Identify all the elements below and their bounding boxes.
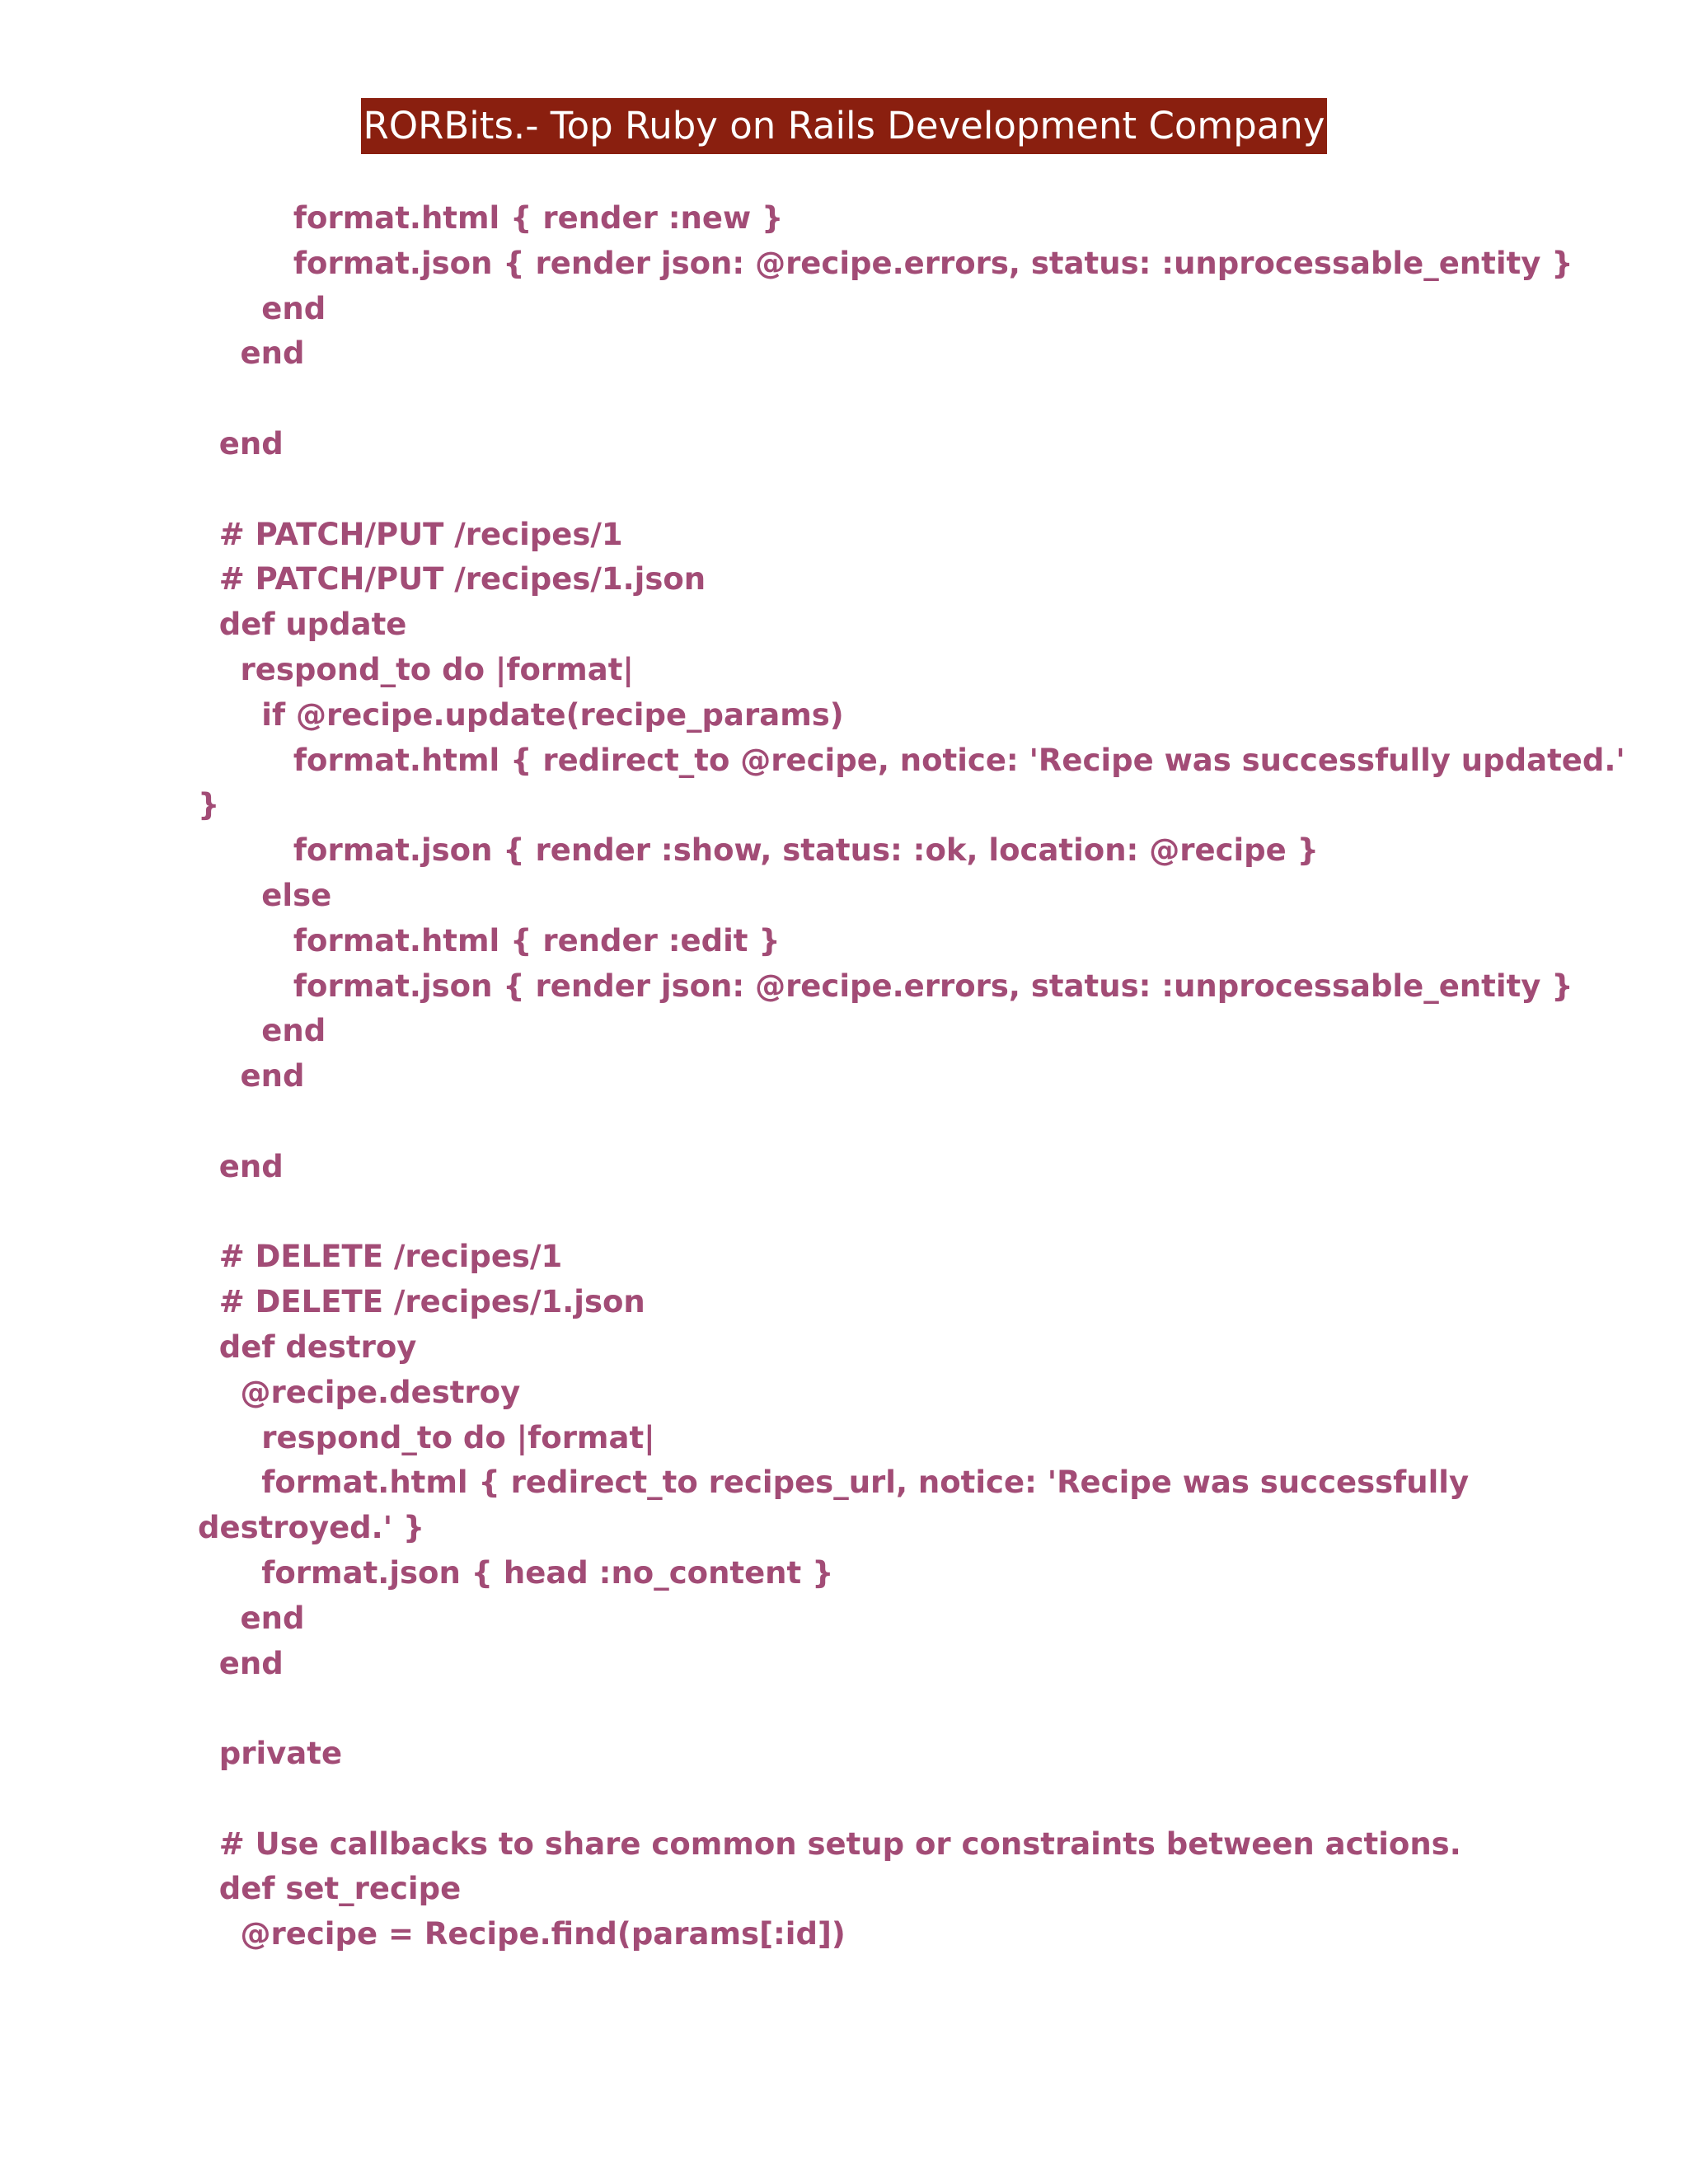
code-line: format.html { redirect_to recipes_url, notice: 'Recipe was successfully xyxy=(198,1465,1470,1501)
code-line: respond_to do |format| xyxy=(198,1419,655,1455)
code-line: end xyxy=(198,290,326,326)
code-line: end xyxy=(198,1058,305,1094)
code-line: format.json { head :no_content } xyxy=(198,1554,834,1591)
code-line: end xyxy=(198,1600,305,1636)
code-line: format.html { render :new } xyxy=(198,200,784,236)
code-line: format.json { render :show, status: :ok, location: @recipe } xyxy=(198,832,1319,869)
code-line: destroyed.' } xyxy=(198,1510,425,1546)
code-line: # PATCH/PUT /recipes/1 xyxy=(198,516,623,552)
code-line: end xyxy=(198,1148,284,1184)
code-line: @recipe.destroy xyxy=(198,1374,521,1410)
code-line: def set_recipe xyxy=(198,1871,462,1907)
code-line: @recipe = Recipe.find(params[:id]) xyxy=(198,1916,846,1952)
code-line: def update xyxy=(198,607,407,643)
code-line xyxy=(198,1777,1517,1822)
code-line xyxy=(198,1190,1517,1235)
code-line: } xyxy=(198,787,220,823)
code-block xyxy=(198,196,1625,1957)
code-line: end xyxy=(198,1013,326,1049)
page-header xyxy=(0,98,1688,154)
code-line: format.html { redirect_to @recipe, notice: 'Recipe was successfully updated.' xyxy=(198,742,1625,778)
code-line: respond_to do |format| xyxy=(198,651,634,687)
code-line: if @recipe.update(recipe_params) xyxy=(198,696,844,733)
code-line: format.json { render json: @recipe.errors, status: :unprocessable_entity } xyxy=(198,968,1573,1004)
code-line: # PATCH/PUT /recipes/1.json xyxy=(198,561,706,598)
code-line xyxy=(198,1686,1517,1732)
code-line xyxy=(198,377,1517,422)
code-line: end xyxy=(198,335,305,372)
code-line: format.html { render :edit } xyxy=(198,922,781,958)
code-line: else xyxy=(198,877,332,913)
code-line: private xyxy=(198,1736,343,1772)
code-line: def destroy xyxy=(198,1329,417,1365)
code-line: # Use callbacks to share common setup or constraints between actions. xyxy=(198,1825,1461,1862)
page-title: RORBits.- Top Ruby on Rails Development Company xyxy=(361,98,1326,154)
code-line: end xyxy=(198,425,284,462)
code-line: # DELETE /recipes/1.json xyxy=(198,1284,645,1320)
code-line: # DELETE /recipes/1 xyxy=(198,1239,563,1275)
code-line xyxy=(198,467,1517,513)
code-line: format.json { render json: @recipe.errors, status: :unprocessable_entity } xyxy=(198,245,1573,281)
code-line xyxy=(198,1099,1517,1145)
code-line: end xyxy=(198,1645,284,1681)
